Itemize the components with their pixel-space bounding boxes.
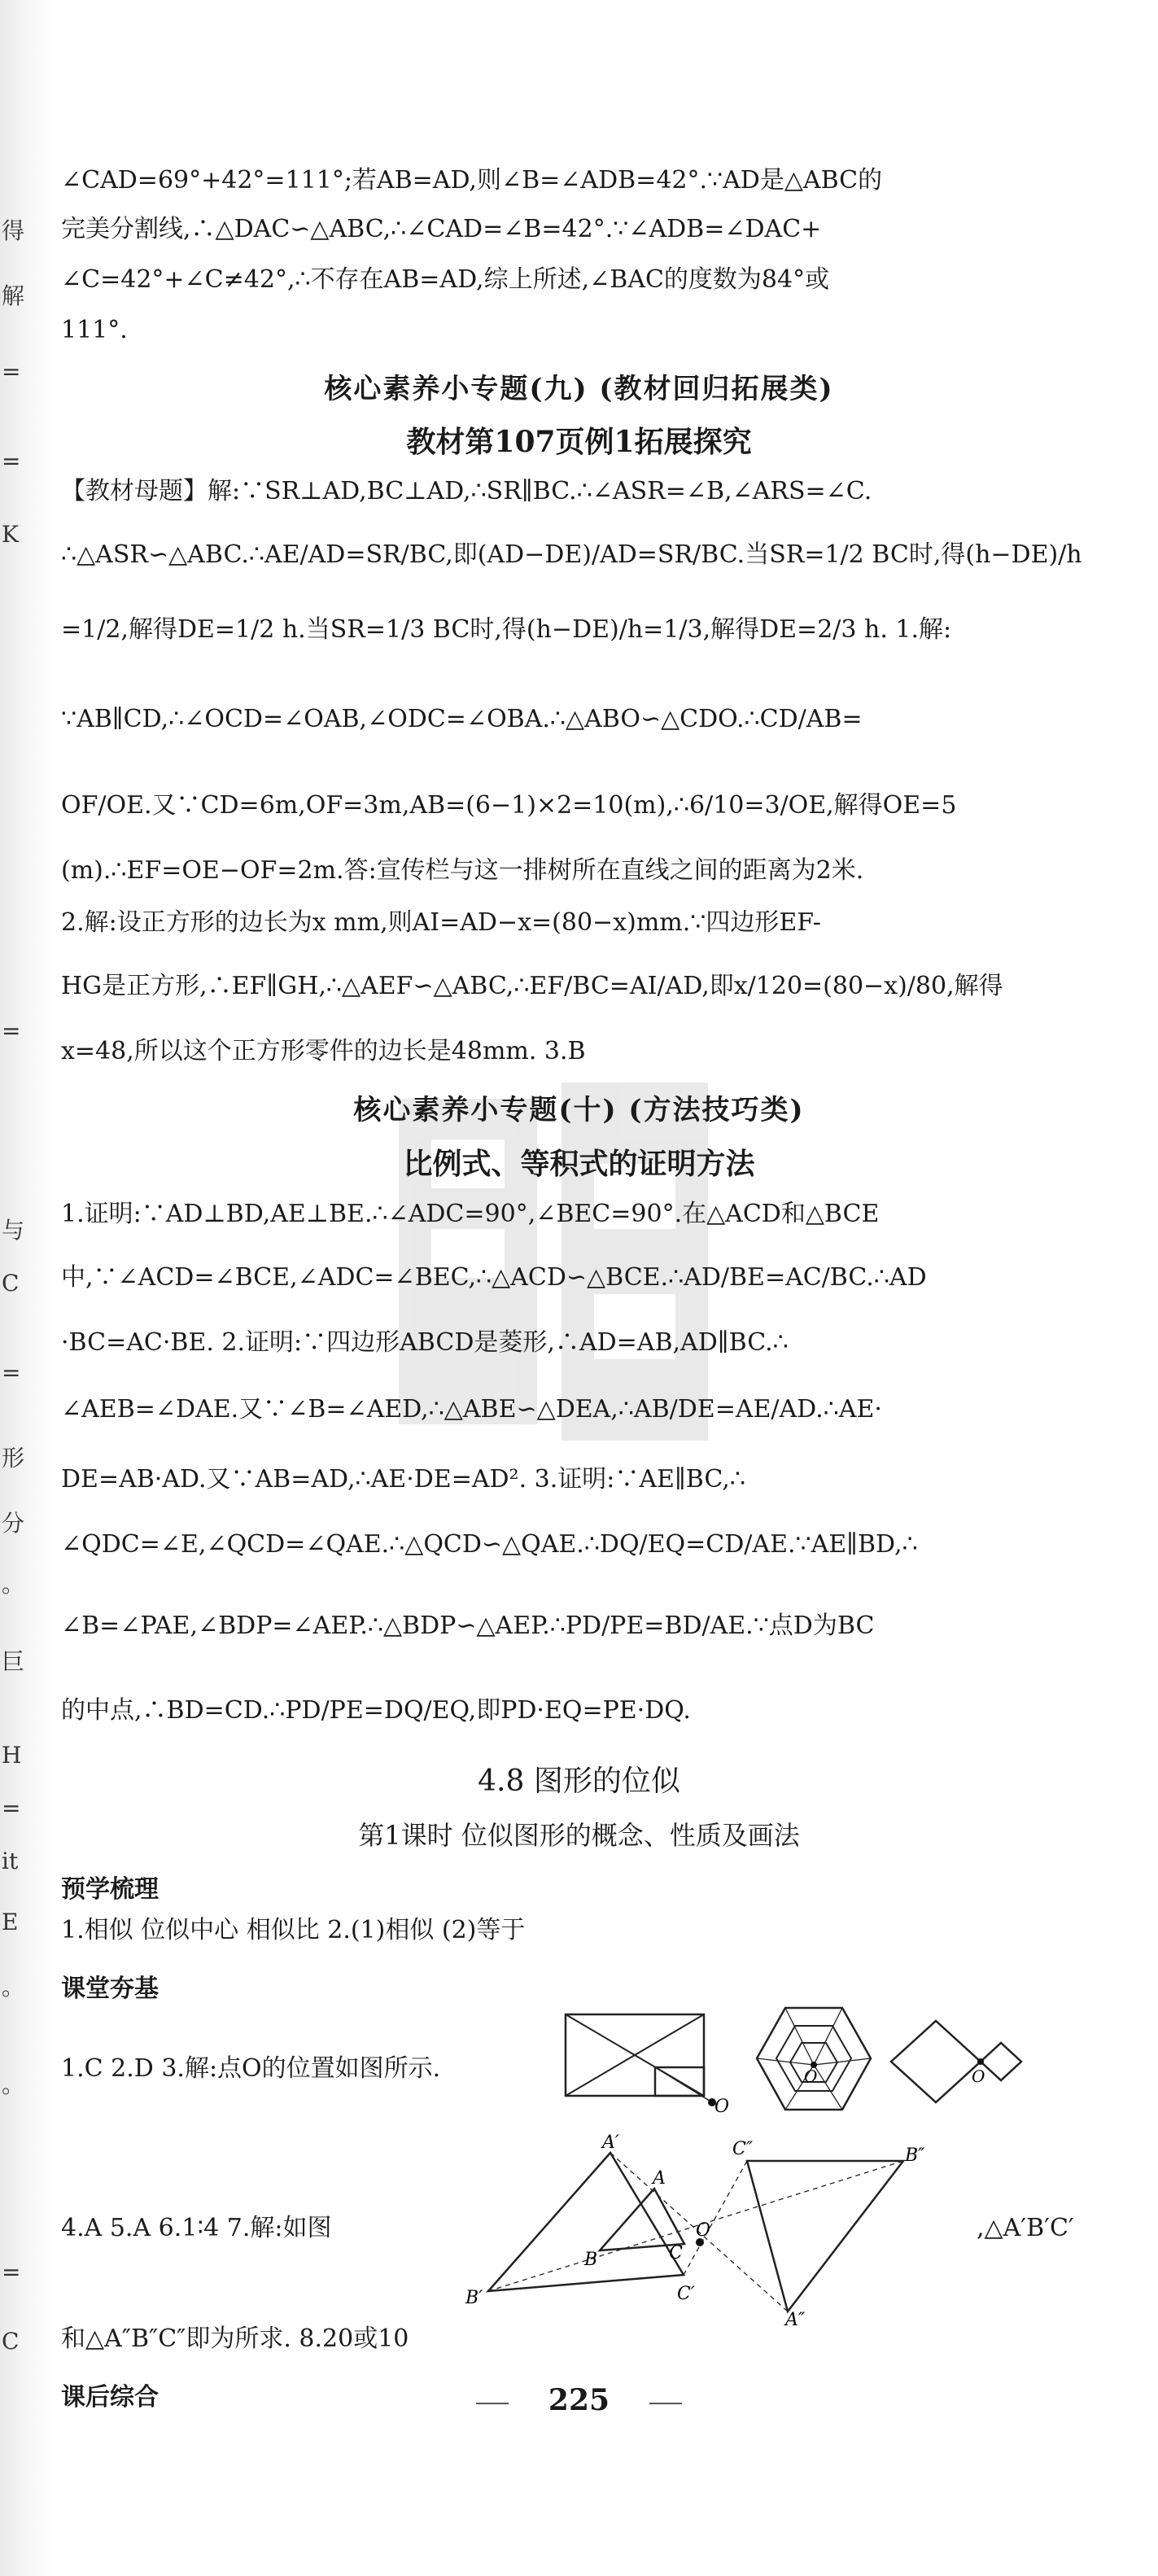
margin-fragment: = bbox=[2, 1017, 21, 1044]
label-B-double-prime: B″ bbox=[905, 2145, 925, 2166]
section10-title: 核心素养小专题(十) (方法技巧类) bbox=[353, 1094, 805, 1126]
section9-subtitle: 教材第107页例1拓展探究 bbox=[406, 425, 752, 459]
figure-hexagons bbox=[753, 2004, 875, 2114]
lesson-title: 第1课时 位似图形的概念、性质及画法 bbox=[358, 1820, 800, 1851]
margin-fragment: 分 bbox=[2, 1510, 25, 1537]
class-line-2-tail: ,△A′B′C′ bbox=[977, 2214, 1074, 2242]
section9-line: 2.解:设正方形的边长为x mm,则AI=AD−x=(80−x)mm.∵四边形EF- bbox=[61, 908, 821, 937]
section10-line: 中,∵∠ACD=∠BCE,∠ADC=∠BEC,∴△ACD∽△BCE.∴AD/BE=AC/BC.∴AD bbox=[61, 1263, 927, 1292]
margin-fragment: 。 bbox=[2, 1974, 25, 2001]
margin-fragment: H bbox=[2, 1742, 22, 1769]
section9-line: =1/2,解得DE=1/2 h.当SR=1/3 BC时,得(h−DE)/h=1/3,解得DE=2/3 h. 1.解: bbox=[61, 615, 952, 644]
class-line-3: 和△A″B″C″即为所求. 8.20或10 bbox=[61, 2325, 409, 2353]
label-C-prime: C′ bbox=[677, 2284, 695, 2304]
margin-fragment: 。 bbox=[2, 1571, 25, 1598]
figure-homothety-triangles bbox=[464, 2132, 952, 2330]
section10-line: 1.证明:∵AD⊥BD,AE⊥BE.∴∠ADC=90°,∠BEC=90°.在△ACD和△BCE bbox=[61, 1200, 880, 1228]
section10-line: 的中点,∴BD=CD.∴PD/PE=DQ/EQ,即PD·EQ=PE·DQ. bbox=[61, 1696, 691, 1725]
margin-fragment: K bbox=[2, 521, 19, 548]
label-A-prime: A′ bbox=[602, 2132, 619, 2153]
margin-fragment: = bbox=[2, 2259, 21, 2285]
margin-fragment: = bbox=[2, 1795, 21, 1822]
page-number-dash-right bbox=[649, 2403, 682, 2404]
body-line: ∠C=42°+∠C≠42°,∴不存在AB=AD,综上所述,∠BAC的度数为84°或 bbox=[61, 265, 830, 294]
section10-line: DE=AB·AD.又∵AB=AD,∴AE·DE=AD². 3.证明:∵AE∥BC,∴ bbox=[61, 1465, 745, 1494]
margin-fragment: C bbox=[2, 1270, 20, 1297]
section9-line: HG是正方形,∴EF∥GH,∴△AEF∽△ABC,∴EF/BC=AI/AD,即x/120=(80−x)/80,解得 bbox=[61, 972, 1003, 1000]
section10-line: ∠AEB=∠DAE.又∵∠B=∠AED,∴△ABE∽△DEA,∴AB/DE=AE/AD.∴AE· bbox=[61, 1395, 882, 1424]
label-O: O bbox=[714, 2097, 730, 2117]
section10-line: ∠QDC=∠E,∠QCD=∠QAE.∴△QCD∽△QAE.∴DQ/EQ=CD/AE.∵AE∥BD,∴ bbox=[61, 1530, 918, 1559]
label-A: A bbox=[653, 2168, 666, 2189]
margin-fragment: 形 bbox=[2, 1445, 25, 1472]
section9-line: ∵AB∥CD,∴∠OCD=∠OAB,∠ODC=∠OBA.∴△ABO∽△CDO.∴CD/AB= bbox=[61, 705, 863, 733]
section9-line: OF/OE.又∵CD=6m,OF=3m,AB=(6−1)×2=10(m),∴6/10=3/OE,解得OE=5 bbox=[61, 791, 957, 820]
margin-fragment: 解 bbox=[2, 282, 25, 309]
label-C: C bbox=[669, 2243, 683, 2263]
margin-fragment: it bbox=[2, 1848, 19, 1874]
class-line-2: 4.A 5.A 6.1∶4 7.解:如图 bbox=[61, 2214, 332, 2242]
body-line: 111°. bbox=[61, 316, 128, 344]
label-A-double-prime: A″ bbox=[785, 2310, 806, 2330]
label-B: B bbox=[584, 2250, 598, 2270]
body-line: 完美分割线,∴△DAC∽△ABC,∴∠CAD=∠B=42°.∵∠ADB=∠DAC+ bbox=[61, 215, 822, 243]
section10-line: ∠B=∠PAE,∠BDP=∠AEP.∴△BDP∽△AEP.∴PD/PE=BD/AE.∵点D为BC bbox=[61, 1612, 875, 1640]
body-line: ∠CAD=69°+42°=111°;若AB=AD,则∠B=∠ADB=42°.∵AD是△ABC的 bbox=[61, 166, 883, 195]
section48-title: 4.8 图形的位似 bbox=[478, 1765, 680, 1798]
section10-line: ·BC=AC·BE. 2.证明:∵四边形ABCD是菱形,∴AD=AB,AD∥BC.∴ bbox=[61, 1328, 789, 1357]
section9-line: ∴△ASR∽△ABC.∴AE/AD=SR/BC,即(AD−DE)/AD=SR/BC.当SR=1/2 BC时,得(h−DE)/h bbox=[61, 540, 1082, 569]
margin-fragment: E bbox=[2, 1909, 19, 1935]
figure-rectangles bbox=[562, 2006, 730, 2117]
section9-line: 【教材母题】解:∵SR⊥AD,BC⊥AD,∴SR∥BC.∴∠ASR=∠B,∠ARS=∠C. bbox=[61, 477, 872, 505]
label-C-double-prime: C″ bbox=[732, 2139, 754, 2159]
class-line-1: 1.C 2.D 3.解:点O的位置如图所示. bbox=[61, 2054, 441, 2083]
label-O: O bbox=[972, 2066, 985, 2086]
margin-fragment: 与 bbox=[2, 1217, 25, 1244]
label-preview: 预学梳理 bbox=[61, 1875, 159, 1904]
label-class: 课堂夯基 bbox=[61, 1975, 159, 2003]
margin-fragment: C bbox=[2, 2328, 20, 2355]
label-O: O bbox=[804, 2066, 818, 2086]
label-after-class: 课后综合 bbox=[61, 2383, 159, 2412]
preview-line: 1.相似 位似中心 相似比 2.(1)相似 (2)等于 bbox=[61, 1916, 526, 1944]
margin-fragment: = bbox=[2, 358, 21, 385]
section9-line: x=48,所以这个正方形零件的边长是48mm. 3.B bbox=[61, 1037, 586, 1065]
label-O: O bbox=[696, 2220, 711, 2241]
margin-fragment: = bbox=[2, 1359, 21, 1386]
margin-fragment: 。 bbox=[2, 2071, 25, 2098]
margin-fragment: = bbox=[2, 448, 21, 475]
section10-subtitle: 比例式、等积式的证明方法 bbox=[403, 1147, 755, 1181]
label-B-prime: B′ bbox=[465, 2288, 483, 2308]
margin-fragment: 巨 bbox=[2, 1648, 25, 1675]
margin-fragment: 得 bbox=[2, 217, 25, 244]
page-number: 225 bbox=[548, 2383, 610, 2417]
section9-line: (m).∴EF=OE−OF=2m.答:宣传栏与这一排树所在直线之间的距离为2米. bbox=[61, 856, 864, 885]
figure-diamonds bbox=[887, 2017, 1033, 2106]
section9-title: 核心素养小专题(九) (教材回归拓展类) bbox=[324, 373, 834, 405]
